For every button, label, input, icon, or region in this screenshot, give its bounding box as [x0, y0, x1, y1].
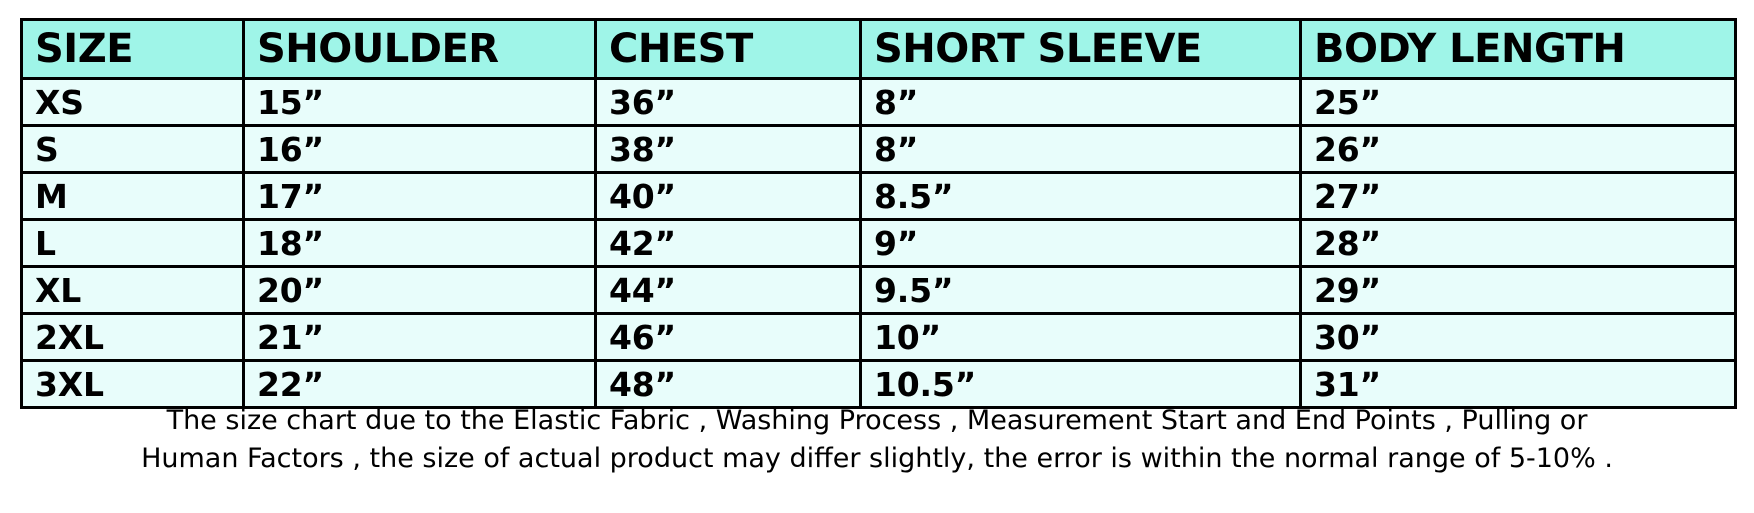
cell-size: S: [22, 126, 244, 173]
column-header-body-length: BODY LENGTH: [1301, 20, 1736, 79]
cell-shoulder: 22”: [244, 361, 596, 408]
cell-shoulder: 18”: [244, 220, 596, 267]
cell-shoulder: 20”: [244, 267, 596, 314]
table-row: [22, 79, 1736, 126]
size-chart-table: [20, 18, 1737, 409]
cell-shoulder: 17”: [244, 173, 596, 220]
column-header-chest: CHEST: [596, 20, 861, 79]
cell-short-sleeve: 10.5”: [861, 361, 1301, 408]
cell-short-sleeve: 8.5”: [861, 173, 1301, 220]
cell-size: XS: [22, 79, 244, 126]
cell-short-sleeve: 9.5”: [861, 267, 1301, 314]
cell-body-length: 28”: [1301, 220, 1736, 267]
table-row: [22, 314, 1736, 361]
cell-chest: 38”: [596, 126, 861, 173]
cell-chest: 42”: [596, 220, 861, 267]
cell-short-sleeve: 8”: [861, 126, 1301, 173]
cell-shoulder: 15”: [244, 79, 596, 126]
cell-size: L: [22, 220, 244, 267]
cell-size: M: [22, 173, 244, 220]
table-header-row: [22, 20, 1736, 79]
disclaimer-line-1: The size chart due to the Elastic Fabric , Washing Process , Measurement Start and End Points , Pulling or: [166, 405, 1588, 436]
cell-chest: 36”: [596, 79, 861, 126]
table-row: [22, 126, 1736, 173]
column-header-size: SIZE: [22, 20, 244, 79]
cell-body-length: 25”: [1301, 79, 1736, 126]
cell-chest: 44”: [596, 267, 861, 314]
cell-chest: 46”: [596, 314, 861, 361]
cell-shoulder: 21”: [244, 314, 596, 361]
cell-chest: 40”: [596, 173, 861, 220]
cell-body-length: 31”: [1301, 361, 1736, 408]
table-row: [22, 361, 1736, 408]
disclaimer-line-2: Human Factors , the size of actual product may differ slightly, the error is within the normal range of 5-10% .: [141, 443, 1613, 474]
cell-chest: 48”: [596, 361, 861, 408]
cell-short-sleeve: 8”: [861, 79, 1301, 126]
disclaimer-note: [20, 402, 1734, 478]
cell-body-length: 30”: [1301, 314, 1736, 361]
cell-size: 2XL: [22, 314, 244, 361]
table-row: [22, 267, 1736, 314]
column-header-short-sleeve: SHORT SLEEVE: [861, 20, 1301, 79]
cell-body-length: 29”: [1301, 267, 1736, 314]
table-row: [22, 220, 1736, 267]
cell-body-length: 27”: [1301, 173, 1736, 220]
cell-body-length: 26”: [1301, 126, 1736, 173]
cell-size: XL: [22, 267, 244, 314]
table-row: [22, 173, 1736, 220]
cell-size: 3XL: [22, 361, 244, 408]
cell-short-sleeve: 10”: [861, 314, 1301, 361]
cell-short-sleeve: 9”: [861, 220, 1301, 267]
column-header-shoulder: SHOULDER: [244, 20, 596, 79]
cell-shoulder: 16”: [244, 126, 596, 173]
